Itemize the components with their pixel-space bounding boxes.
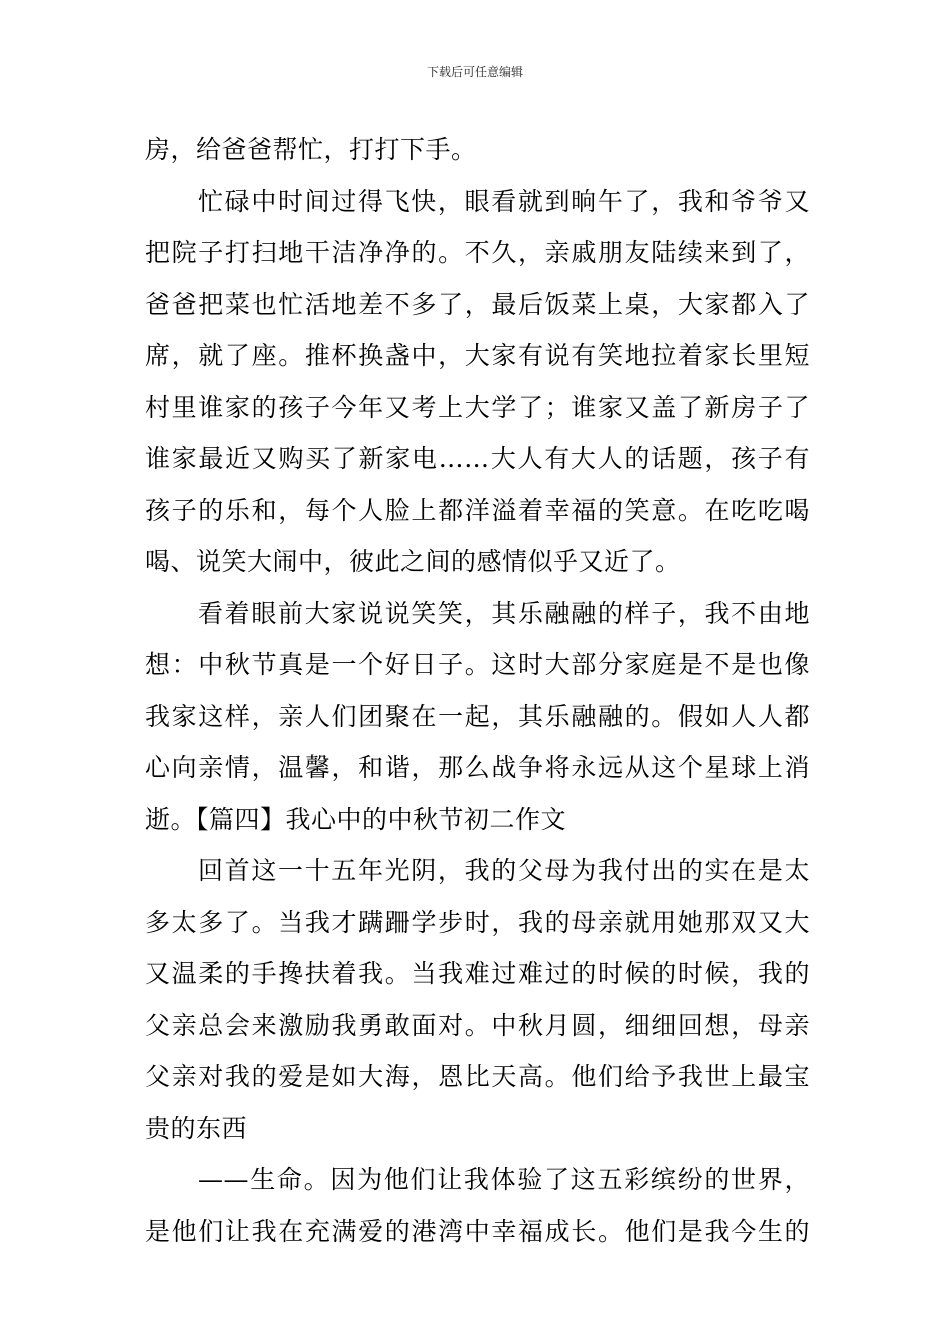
text-line: 父亲总会来激励我勇敢面对。中秋月圆，细细回想，母亲 [145, 1010, 810, 1040]
text-line: 逝。【篇四】我心中的中秋节初二作文 [145, 804, 567, 834]
text-line: 爸爸把菜也忙活地差不多了，最后饭菜上桌，大家都入了 [145, 289, 810, 319]
text-line: 多太多了。当我才蹒跚学步时，我的母亲就用她那双又大 [145, 907, 810, 937]
text-line: 心向亲情，温馨，和谐，那么战争将永远从这个星球上消 [145, 753, 810, 782]
text-line: ——生命。因为他们让我体验了这五彩缤纷的世界， [198, 1165, 810, 1194]
text-line: 谁家最近又购买了新家电……大人有大人的话题，孩子有 [145, 444, 810, 473]
text-line: 村里谁家的孩子今年又考上大学了；谁家又盖了新房子了 [145, 392, 810, 422]
text-line: 把院子打扫地干洁净净的。不久，亲戚朋友陆续来到了， [145, 238, 810, 267]
text-line: 贵的东西 [145, 1113, 248, 1143]
text-line: 父亲对我的爱是如大海，恩比天高。他们给予我世上最宝 [145, 1062, 810, 1091]
body-text [145, 124, 810, 1257]
text-line: 是他们让我在充满爱的港湾中幸福成长。他们是我今生的 [145, 1216, 810, 1246]
text-line: 看着眼前大家说说笑笑，其乐融融的样子，我不由地 [198, 598, 810, 628]
text-line: 喝、说笑大闹中，彼此之间的感情似乎又近了。 [145, 547, 681, 576]
text-line: 我家这样，亲人们团聚在一起，其乐融融的。假如人人都 [145, 701, 810, 731]
text-line: 回首这一十五年光阴，我的父母为我付出的实在是太 [198, 856, 810, 885]
text-line: 想：中秋节真是一个好日子。这时大部分家庭是不是也像 [145, 650, 810, 679]
page-header: 下载后可任意编辑 [426, 65, 523, 79]
text-line: 又温柔的手搀扶着我。当我难过难过的时候的时候，我的 [145, 959, 810, 988]
text-line: 忙碌中时间过得飞快，眼看就到晌午了，我和爷爷又 [198, 186, 810, 216]
text-line: 席，就了座。推杯换盏中，大家有说有笑地拉着家长里短 [145, 341, 810, 370]
text-line: 房，给爸爸帮忙，打打下手。 [145, 135, 477, 164]
text-line: 孩子的乐和，每个人脸上都洋溢着幸福的笑意。在吃吃喝 [145, 495, 810, 525]
